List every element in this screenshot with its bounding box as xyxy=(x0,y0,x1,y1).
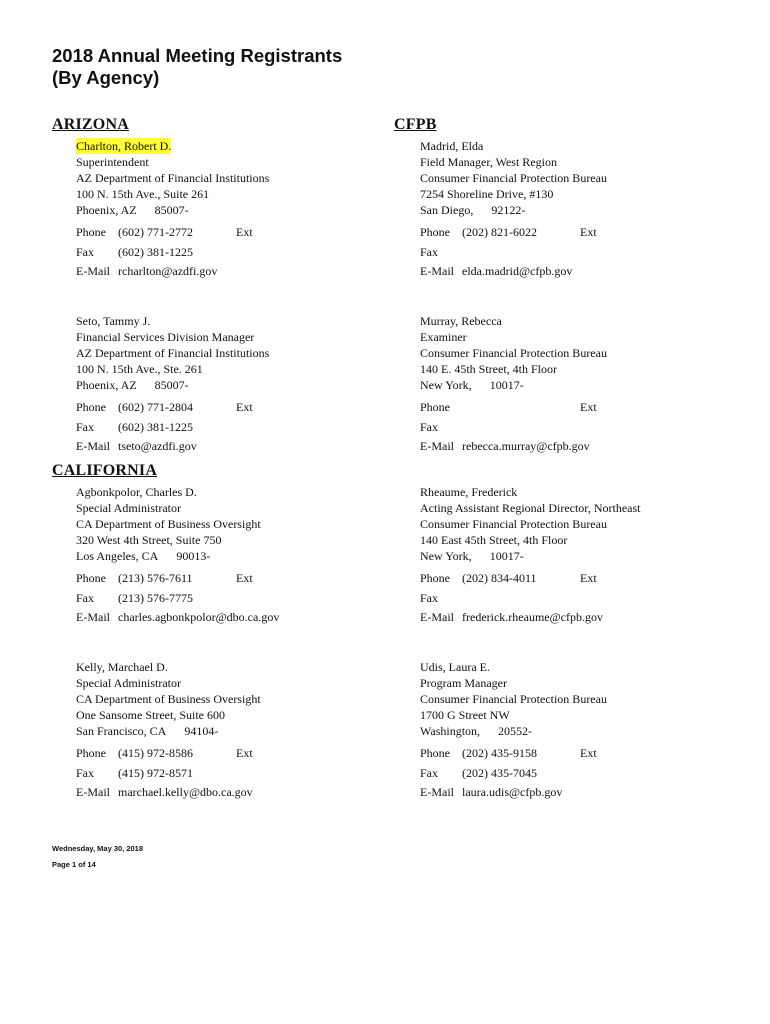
registrant-street: 140 East 45th Street, 4th Floor xyxy=(420,533,568,547)
fax-label: Fax xyxy=(76,766,94,780)
email-label: E-Mail xyxy=(76,264,110,278)
registrant-street: 100 N. 15th Ave., Suite 261 xyxy=(76,187,210,201)
registrant-city: Los Angeles, CA xyxy=(76,549,159,563)
registrant-zip: 85007- xyxy=(154,203,189,217)
registrant-card xyxy=(76,313,406,453)
phone-label: Phone xyxy=(420,746,450,760)
email-value[interactable]: marchael.kelly@dbo.ca.gov xyxy=(118,785,253,799)
registrant-title: Financial Services Division Manager xyxy=(76,330,255,344)
registrant-city: Phoenix, AZ xyxy=(76,378,137,392)
footer-page-number: Page 1 of 14 xyxy=(52,860,96,869)
registrant-city-line xyxy=(420,723,750,739)
registrant-zip: 10017- xyxy=(489,549,524,563)
registrant-card xyxy=(76,484,406,624)
registrant-zip: 85007- xyxy=(154,378,189,392)
page-title xyxy=(52,45,342,89)
registrant-city-line xyxy=(420,377,750,393)
footer-date: Wednesday, May 30, 2018 xyxy=(52,844,144,853)
fax-label: Fax xyxy=(420,591,438,605)
registrant-title: Special Administrator xyxy=(76,501,181,515)
registrant-city-line xyxy=(420,202,750,218)
ext-label: Ext xyxy=(236,746,253,760)
registrant-organization: Consumer Financial Protection Bureau xyxy=(420,171,607,185)
registrant-street: 1700 G Street NW xyxy=(420,708,510,722)
registrant-street: 140 E. 45th Street, 4th Floor xyxy=(420,362,557,376)
ext-label: Ext xyxy=(236,225,253,239)
registrant-zip: 90013- xyxy=(176,549,211,563)
registrant-city-line xyxy=(76,377,406,393)
registrant-name: Kelly, Marchael D. xyxy=(76,660,168,674)
registrant-organization: Consumer Financial Protection Bureau xyxy=(420,346,607,360)
email-label: E-Mail xyxy=(76,610,110,624)
fax-label: Fax xyxy=(420,245,438,259)
title-line-1: 2018 Annual Meeting Registrants xyxy=(52,45,343,66)
registrant-card xyxy=(420,138,750,278)
fax-label: Fax xyxy=(76,591,94,605)
registrant-card xyxy=(420,313,750,453)
email-value[interactable]: elda.madrid@cfpb.gov xyxy=(462,264,573,278)
phone-label: Phone xyxy=(76,746,106,760)
email-label: E-Mail xyxy=(420,439,454,453)
email-value[interactable]: charles.agbonkpolor@dbo.ca.gov xyxy=(118,610,280,624)
registrant-zip: 94104- xyxy=(184,724,219,738)
registrant-city: San Francisco, CA xyxy=(76,724,167,738)
ext-label: Ext xyxy=(580,400,597,414)
phone-value: (415) 972-8586 xyxy=(118,746,193,760)
email-value[interactable]: tseto@azdfi.gov xyxy=(118,439,197,453)
registrant-city: New York, xyxy=(420,549,472,563)
fax-value: (415) 972-8571 xyxy=(118,766,193,780)
registrant-card xyxy=(76,659,406,799)
ext-label: Ext xyxy=(236,571,253,585)
registrant-name: Udis, Laura E. xyxy=(420,660,490,674)
email-label: E-Mail xyxy=(76,785,110,799)
registrant-title: Program Manager xyxy=(420,676,507,690)
fax-value: (602) 381-1225 xyxy=(118,420,193,434)
registrant-title: Field Manager, West Region xyxy=(420,155,557,169)
registrant-organization: AZ Department of Financial Institutions xyxy=(76,171,270,185)
phone-value: (213) 576-7611 xyxy=(118,571,193,585)
registrant-title: Superintendent xyxy=(76,155,149,169)
email-label: E-Mail xyxy=(420,610,454,624)
section-heading-arizona: ARIZONA xyxy=(52,116,129,133)
registrant-name: Madrid, Elda xyxy=(420,139,484,153)
registrant-city-line xyxy=(76,548,406,564)
registrant-zip: 92122- xyxy=(491,203,526,217)
ext-label: Ext xyxy=(580,225,597,239)
email-value[interactable]: frederick.rheaume@cfpb.gov xyxy=(462,610,603,624)
registrant-city-line xyxy=(420,548,750,564)
fax-value: (202) 435-7045 xyxy=(462,766,537,780)
phone-value: (602) 771-2772 xyxy=(118,225,193,239)
email-value[interactable]: laura.udis@cfpb.gov xyxy=(462,785,563,799)
ext-label: Ext xyxy=(580,571,597,585)
section-heading-cfpb: CFPB xyxy=(394,116,437,133)
registrant-city: Phoenix, AZ xyxy=(76,203,137,217)
registrant-street: 320 West 4th Street, Suite 750 xyxy=(76,533,222,547)
registrant-title: Acting Assistant Regional Director, Northeast xyxy=(420,501,641,515)
registrant-city: San Diego, xyxy=(420,203,474,217)
registrant-name: Rheaume, Frederick xyxy=(420,485,518,499)
phone-label: Phone xyxy=(420,571,450,585)
phone-label: Phone xyxy=(420,225,450,239)
email-label: E-Mail xyxy=(420,264,454,278)
registrant-card xyxy=(420,659,750,799)
registrant-title: Special Administrator xyxy=(76,676,181,690)
registrant-organization: AZ Department of Financial Institutions xyxy=(76,346,270,360)
registrant-card xyxy=(420,484,750,624)
fax-label: Fax xyxy=(420,766,438,780)
registrant-organization: CA Department of Business Oversight xyxy=(76,692,261,706)
registrant-city-line xyxy=(76,202,406,218)
fax-label: Fax xyxy=(76,420,94,434)
registrant-street: 7254 Shoreline Drive, #130 xyxy=(420,187,554,201)
phone-value: (202) 435-9158 xyxy=(462,746,537,760)
title-line-2: (By Agency) xyxy=(52,67,160,88)
email-label: E-Mail xyxy=(76,439,110,453)
email-value[interactable]: rcharlton@azdfi.gov xyxy=(118,264,218,278)
registrant-zip: 10017- xyxy=(489,378,524,392)
phone-value: (202) 821-6022 xyxy=(462,225,537,239)
phone-label: Phone xyxy=(420,400,450,414)
registrant-organization: Consumer Financial Protection Bureau xyxy=(420,517,607,531)
registrant-name: Seto, Tammy J. xyxy=(76,314,151,328)
section-heading-california: CALIFORNIA xyxy=(52,462,158,479)
phone-value: (202) 834-4011 xyxy=(462,571,537,585)
ext-label: Ext xyxy=(236,400,253,414)
registrant-street: 100 N. 15th Ave., Ste. 261 xyxy=(76,362,203,376)
registrant-zip: 20552- xyxy=(498,724,533,738)
registrant-card xyxy=(76,138,406,278)
registrant-name: Murray, Rebecca xyxy=(420,314,502,328)
registrant-organization: CA Department of Business Oversight xyxy=(76,517,261,531)
fax-value: (602) 381-1225 xyxy=(118,245,193,259)
phone-label: Phone xyxy=(76,225,106,239)
registrant-name: Agbonkpolor, Charles D. xyxy=(76,485,197,499)
phone-label: Phone xyxy=(76,400,106,414)
phone-value: (602) 771-2804 xyxy=(118,400,193,414)
ext-label: Ext xyxy=(580,746,597,760)
registrant-street: One Sansome Street, Suite 600 xyxy=(76,708,225,722)
email-value[interactable]: rebecca.murray@cfpb.gov xyxy=(462,439,590,453)
registrant-organization: Consumer Financial Protection Bureau xyxy=(420,692,607,706)
registrant-city: New York, xyxy=(420,378,472,392)
registrant-title: Examiner xyxy=(420,330,467,344)
fax-label: Fax xyxy=(420,420,438,434)
phone-label: Phone xyxy=(76,571,106,585)
fax-value: (213) 576-7775 xyxy=(118,591,193,605)
fax-label: Fax xyxy=(76,245,94,259)
registrant-city: Washington, xyxy=(420,724,481,738)
email-label: E-Mail xyxy=(420,785,454,799)
registrant-city-line xyxy=(76,723,406,739)
registrant-name: Charlton, Robert D. xyxy=(76,139,172,153)
